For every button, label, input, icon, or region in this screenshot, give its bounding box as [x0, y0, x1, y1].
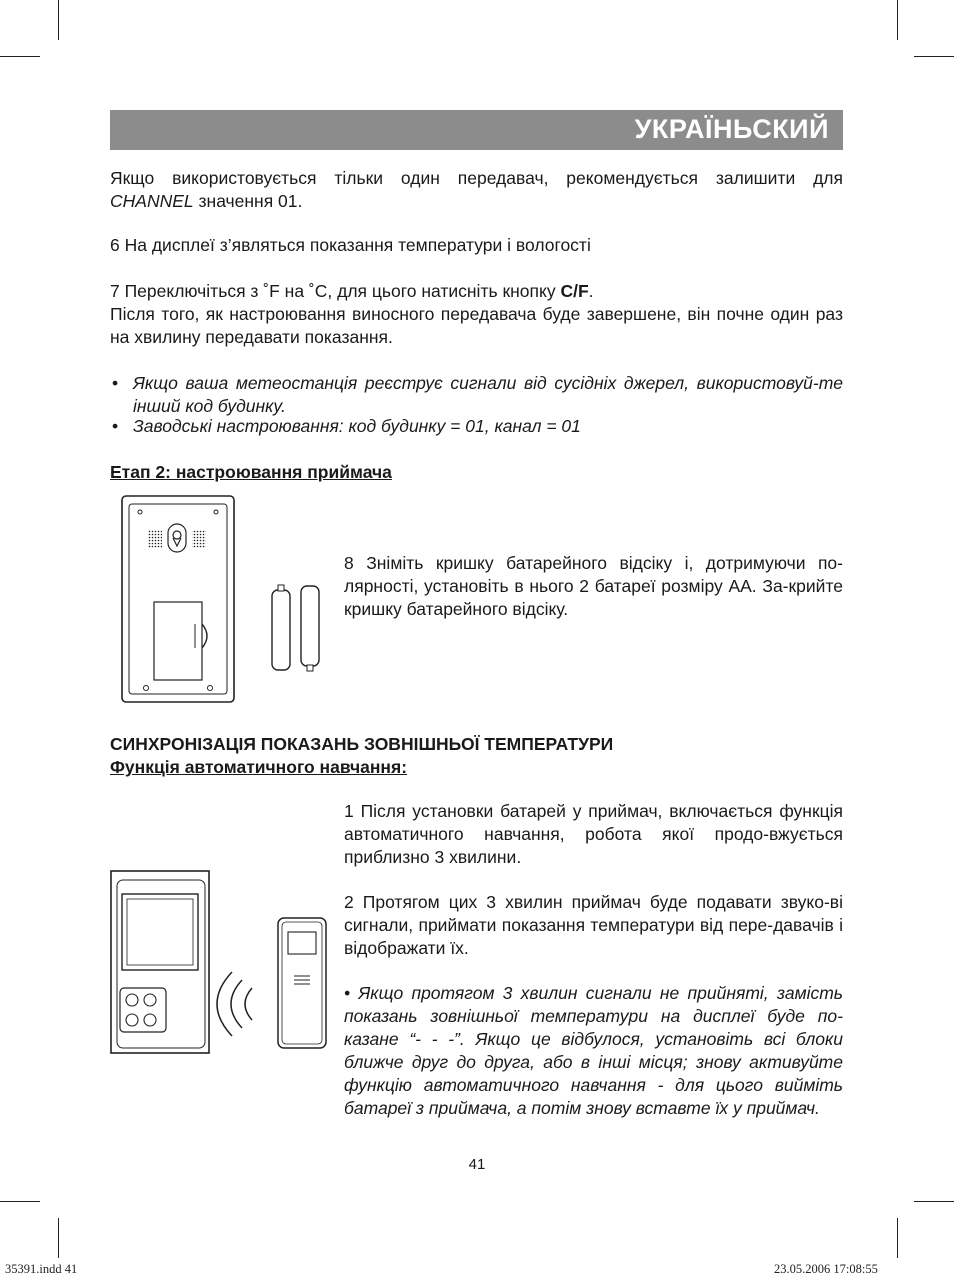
- crop-mark: [897, 0, 898, 40]
- page-title: УКРАЇНЬСКИЙ: [634, 114, 829, 144]
- learn-step-2: 2 Протягом цих 3 хвилин приймач буде подавати звуко-ві сигнали, приймати показання температури від пере-давачів і відображати їх.: [344, 892, 843, 958]
- bullet-item: Якщо ваша метеостанція реєструє сигнали від сусідніх джерел, використовуй-те інший код будинку.: [133, 373, 843, 416]
- intro-line-1: Якщо використовується тільки один передавач, рекомендується залишити для: [110, 168, 843, 188]
- crop-mark: [58, 0, 59, 40]
- crop-mark: [0, 56, 40, 57]
- receiver-back-illustration: [112, 494, 342, 706]
- receiver-icon: [111, 871, 209, 1053]
- bullet-mark: •: [112, 373, 119, 393]
- crop-mark: [58, 1218, 59, 1258]
- footer-timestamp: 23.05.2006 17:08:55: [774, 1262, 878, 1276]
- intro-paragraph: [110, 167, 843, 213]
- step-7-text: 7 Переключіться з ˚F на ˚C, для цього натисніть кнопку: [110, 281, 561, 301]
- step-6: 6 На дисплеї з’являться показання температури і вологості: [110, 235, 591, 255]
- channel-label: CHANNEL: [110, 191, 194, 211]
- crop-mark: [0, 1201, 40, 1202]
- bullet-item: Заводські настроювання: код будинку = 01, канал = 01: [133, 416, 581, 436]
- page-number: 41: [468, 1156, 486, 1173]
- cf-button-label: C/F: [560, 281, 589, 301]
- battery-icon: [301, 586, 319, 671]
- step-7: [110, 280, 843, 303]
- stage-2-heading: Етап 2: настроювання приймача: [110, 462, 392, 482]
- learn-step-1: 1 Після установки батарей у приймач, включається функція автоматичного навчання, робота якої продо-вжується приблизно 3 хвилини.: [344, 801, 843, 867]
- signal-waves-icon: [217, 972, 252, 1036]
- bullet-mark: •: [112, 416, 119, 436]
- transmitter-icon: [278, 918, 326, 1048]
- after-setup-paragraph: Після того, як настроювання виносного передавача буде завершене, він почне один раз на хвилину передавати показання.: [110, 304, 843, 347]
- crop-mark: [897, 1218, 898, 1258]
- intro-line-2: [110, 190, 843, 213]
- auto-learn-subheading: Функція автоматичного навчання:: [110, 757, 408, 777]
- sync-heading: СИНХРОНІЗАЦІЯ ПОКАЗАНЬ ЗОВНІШНЬОЇ ТЕМПЕРАТУРИ: [110, 734, 614, 754]
- battery-icon: [272, 585, 290, 670]
- footer-file-info: 35391.indd 41: [5, 1262, 78, 1276]
- learn-note: • Якщо протягом 3 хвилин сигнали не прийняті, замість показань зовнішньої температури на дисплеї буде по-казане “- - -”. Якщо це відбулося, установіть всі блоки ближче друг до друга, або в інші місця; знову активуйте функцію автоматичного навчання - для цього вийміть батареї з приймача, а потім знову вставте їх у приймач.: [344, 983, 843, 1118]
- crop-mark: [914, 1201, 954, 1202]
- crop-mark: [914, 56, 954, 57]
- intro-line-2-text: значення 01.: [193, 191, 303, 211]
- language-header-bar: [110, 110, 843, 150]
- step-8: 8 Зніміть кришку батарейного відсіку і, дотримуючи по-лярності, установіть в нього 2 батареї розміру АА. За-крийте кришку батарейного відсіку.: [344, 553, 843, 619]
- step-7-end: .: [588, 281, 594, 301]
- receiver-transmitter-illustration: [108, 868, 330, 1056]
